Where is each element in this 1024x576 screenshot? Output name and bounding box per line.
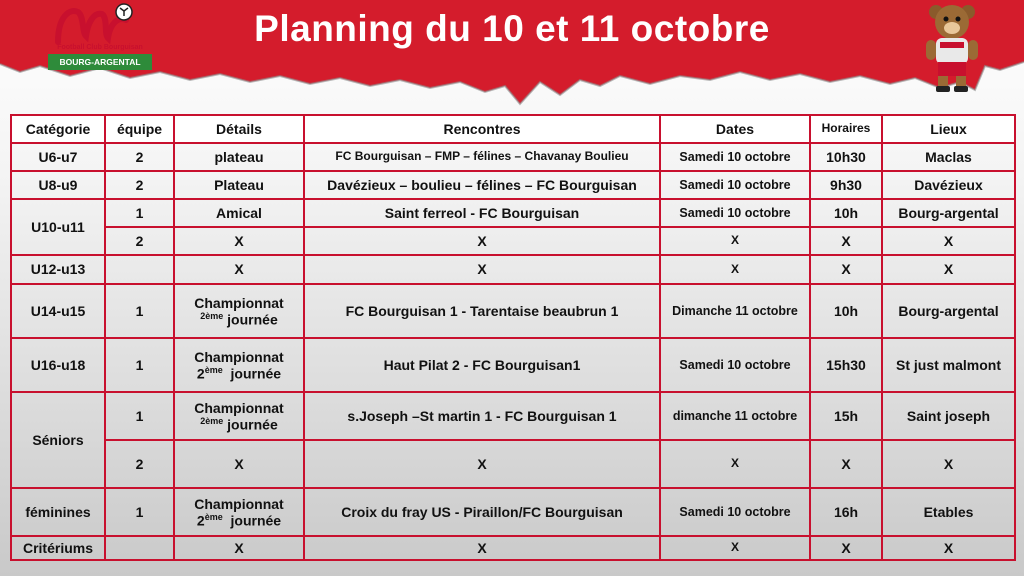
team-cell: 1 bbox=[105, 284, 174, 338]
team-cell bbox=[105, 255, 174, 284]
club-logo-city: BOURG-ARGENTAL bbox=[48, 54, 152, 70]
col-header-times: Horaires bbox=[810, 115, 882, 143]
team-cell bbox=[105, 536, 174, 560]
place-cell: Saint joseph bbox=[882, 392, 1015, 440]
match-cell: Davézieux – boulieu – félines – FC Bourguisan bbox=[304, 171, 660, 199]
time-cell: X bbox=[810, 227, 882, 255]
details-cell: plateau bbox=[174, 143, 304, 171]
date-cell: X bbox=[660, 440, 810, 488]
date-cell: X bbox=[660, 255, 810, 284]
col-header-category: Catégorie bbox=[11, 115, 105, 143]
team-cell: 1 bbox=[105, 488, 174, 536]
date-cell: Samedi 10 octobre bbox=[660, 143, 810, 171]
date-cell: X bbox=[660, 227, 810, 255]
match-cell: Haut Pilat 2 - FC Bourguisan1 bbox=[304, 338, 660, 392]
time-cell: 10h bbox=[810, 284, 882, 338]
match-cell: s.Joseph –St martin 1 - FC Bourguisan 1 bbox=[304, 392, 660, 440]
team-cell: 1 bbox=[105, 199, 174, 227]
table-row bbox=[11, 255, 1015, 284]
match-cell: FC Bourguisan – FMP – félines – Chavanay Boulieu bbox=[304, 143, 660, 171]
details-cell bbox=[174, 392, 304, 440]
date-cell: Samedi 10 octobre bbox=[660, 171, 810, 199]
table-row bbox=[11, 199, 1015, 227]
details-cell bbox=[174, 284, 304, 338]
category-cell: U14-u15 bbox=[11, 284, 105, 338]
category-cell: U10-u11 bbox=[11, 199, 105, 255]
match-cell: FC Bourguisan 1 - Tarentaise beaubrun 1 bbox=[304, 284, 660, 338]
details-superscript: ème bbox=[204, 511, 223, 522]
place-cell: Maclas bbox=[882, 143, 1015, 171]
match-cell: X bbox=[304, 255, 660, 284]
page-title: Planning du 10 et 11 octobre bbox=[254, 8, 770, 49]
details-cell: Plateau bbox=[174, 171, 304, 199]
time-cell: X bbox=[810, 536, 882, 560]
table-row bbox=[11, 440, 1015, 488]
date-cell: Samedi 10 octobre bbox=[660, 199, 810, 227]
time-cell: X bbox=[810, 255, 882, 284]
place-cell: Davézieux bbox=[882, 171, 1015, 199]
table-row bbox=[11, 171, 1015, 199]
match-cell: X bbox=[304, 440, 660, 488]
club-logo-name: Football Club Bourguisan bbox=[57, 44, 143, 51]
details-cell: X bbox=[174, 536, 304, 560]
time-cell: 10h30 bbox=[810, 143, 882, 171]
details-cell bbox=[174, 338, 304, 392]
match-cell: X bbox=[304, 227, 660, 255]
table-row bbox=[11, 392, 1015, 440]
col-header-dates: Dates bbox=[660, 115, 810, 143]
table-row bbox=[11, 284, 1015, 338]
place-cell: X bbox=[882, 440, 1015, 488]
place-cell: X bbox=[882, 536, 1015, 560]
col-header-details: Détails bbox=[174, 115, 304, 143]
col-header-places: Lieux bbox=[882, 115, 1015, 143]
team-cell: 2 bbox=[105, 227, 174, 255]
place-cell: St just malmont bbox=[882, 338, 1015, 392]
place-cell: X bbox=[882, 255, 1015, 284]
details-line-2: journée bbox=[227, 416, 278, 433]
place-cell: Bourg-argental bbox=[882, 284, 1015, 338]
details-number: 2 bbox=[196, 512, 205, 529]
date-cell: Samedi 10 octobre bbox=[660, 488, 810, 536]
details-line-1: Championnat bbox=[194, 294, 284, 311]
table-row bbox=[11, 488, 1015, 536]
details-cell: X bbox=[174, 227, 304, 255]
planning-table bbox=[10, 114, 1016, 561]
table-row bbox=[11, 536, 1015, 560]
time-cell: 10h bbox=[810, 199, 882, 227]
details-line-1: Championnat bbox=[194, 495, 284, 512]
date-cell: Samedi 10 octobre bbox=[660, 338, 810, 392]
table-header-row bbox=[11, 115, 1015, 143]
team-cell: 2 bbox=[105, 440, 174, 488]
category-cell: Critériums bbox=[11, 536, 105, 560]
match-cell: Saint ferreol - FC Bourguisan bbox=[304, 199, 660, 227]
place-cell: Etables bbox=[882, 488, 1015, 536]
details-number: 2 bbox=[196, 365, 205, 382]
category-cell: féminines bbox=[11, 488, 105, 536]
col-header-team: équipe bbox=[105, 115, 174, 143]
details-cell: Amical bbox=[174, 199, 304, 227]
details-line-2: journée bbox=[230, 512, 282, 529]
table-row bbox=[11, 227, 1015, 255]
details-line-2: journée bbox=[230, 365, 282, 382]
date-cell: dimanche 11 octobre bbox=[660, 392, 810, 440]
details-superscript: 2ème bbox=[200, 415, 224, 426]
match-cell: Croix du fray US - Piraillon/FC Bourguisan bbox=[304, 488, 660, 536]
category-cell: U16-u18 bbox=[11, 338, 105, 392]
date-cell: Dimanche 11 octobre bbox=[660, 284, 810, 338]
time-cell: 16h bbox=[810, 488, 882, 536]
details-line-1: Championnat bbox=[194, 348, 284, 365]
time-cell: X bbox=[810, 440, 882, 488]
details-cell bbox=[174, 488, 304, 536]
mascot-image bbox=[918, 0, 986, 92]
time-cell: 9h30 bbox=[810, 171, 882, 199]
date-cell: X bbox=[660, 536, 810, 560]
category-cell: U12-u13 bbox=[11, 255, 105, 284]
category-cell: U8-u9 bbox=[11, 171, 105, 199]
time-cell: 15h30 bbox=[810, 338, 882, 392]
match-cell: X bbox=[304, 536, 660, 560]
team-cell: 1 bbox=[105, 338, 174, 392]
team-cell: 2 bbox=[105, 171, 174, 199]
details-cell: X bbox=[174, 255, 304, 284]
details-superscript: 2ème bbox=[200, 310, 224, 321]
table-row bbox=[11, 338, 1015, 392]
details-line-1: Championnat bbox=[194, 399, 284, 416]
category-cell: Séniors bbox=[11, 392, 105, 488]
details-line-2: journée bbox=[227, 311, 278, 328]
team-cell: 1 bbox=[105, 392, 174, 440]
table-row bbox=[11, 143, 1015, 171]
col-header-matches: Rencontres bbox=[304, 115, 660, 143]
team-cell: 2 bbox=[105, 143, 174, 171]
details-cell: X bbox=[174, 440, 304, 488]
time-cell: 15h bbox=[810, 392, 882, 440]
place-cell: Bourg-argental bbox=[882, 199, 1015, 227]
place-cell: X bbox=[882, 227, 1015, 255]
category-cell: U6-u7 bbox=[11, 143, 105, 171]
details-superscript: ème bbox=[204, 364, 223, 375]
